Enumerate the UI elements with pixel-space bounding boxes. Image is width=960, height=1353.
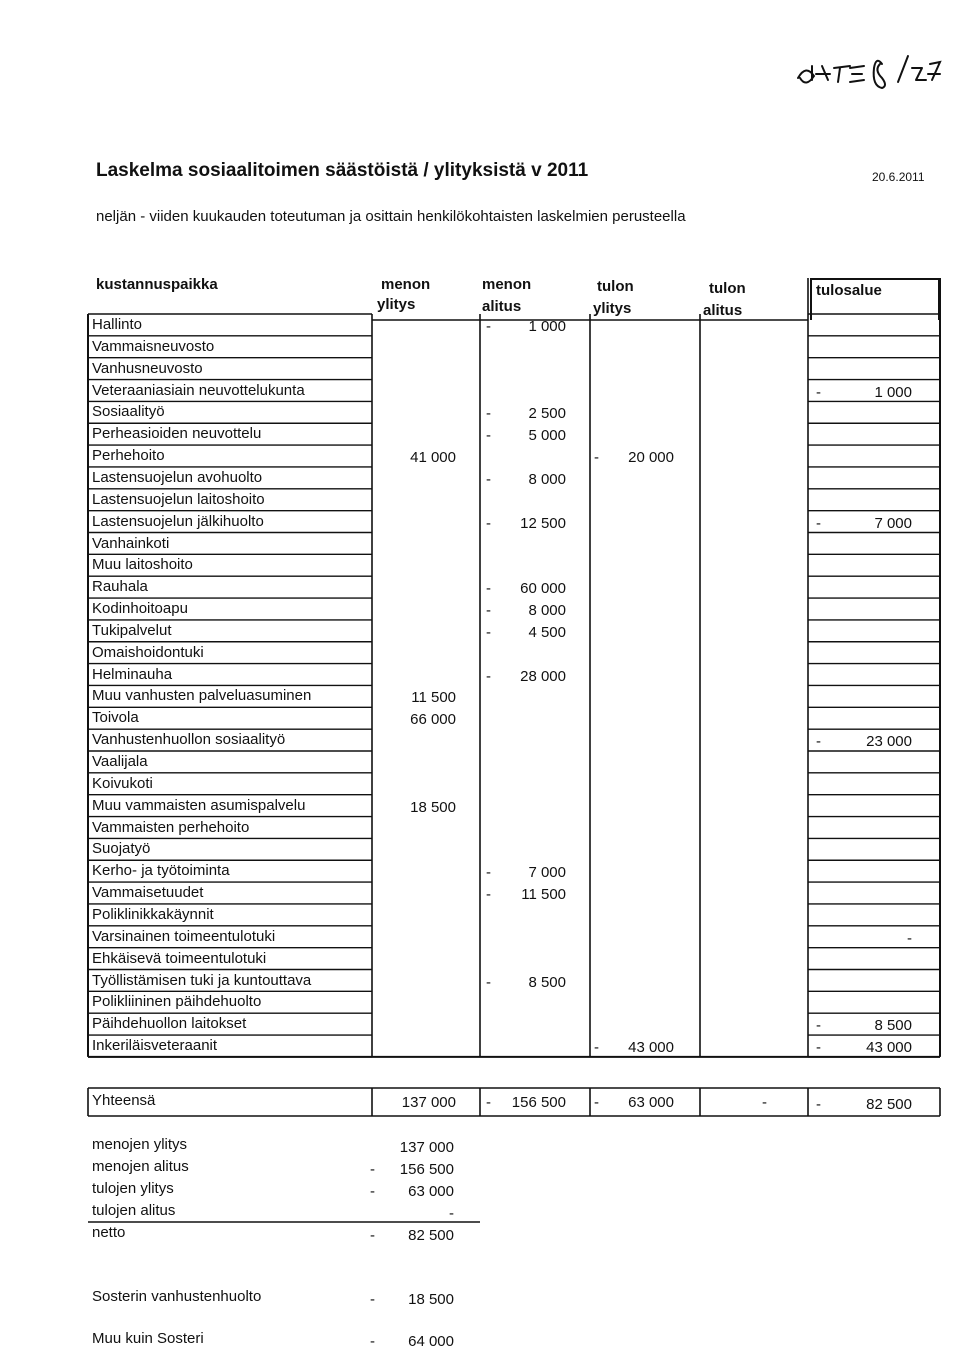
column-header-ylitys-3: ylitys: [593, 300, 632, 317]
total-menon-ylitys: 137 000: [401, 1094, 456, 1111]
minus-sign: -: [486, 623, 491, 641]
row-value-c1: 66 000: [410, 711, 456, 729]
row-value-c1: 11 500: [411, 689, 456, 707]
row-value-c5: -: [907, 929, 912, 947]
summary-value: 156 500: [399, 1161, 454, 1178]
row-label: Muu laitoshoito: [92, 556, 193, 574]
row-value-c2: 2 500: [528, 405, 566, 423]
row-label: Perhehoito: [92, 447, 165, 465]
row-label: Lastensuojelun avohuolto: [92, 468, 263, 486]
total-label: Yhteensä: [92, 1092, 156, 1109]
minus-sign: -: [486, 470, 491, 488]
extra-label: Sosterin vanhustenhuolto: [92, 1288, 262, 1305]
row-label: Varsinainen toimeentulotuki: [92, 927, 276, 945]
handwritten-annotation: [790, 38, 960, 108]
row-value-c5: 43 000: [866, 1039, 912, 1057]
row-label: Vanhustenhuollon sosiaalityö: [92, 731, 286, 749]
extra-value: 18 500: [408, 1291, 454, 1308]
summary-value: -: [449, 1205, 454, 1222]
row-label: Tukipalvelut: [92, 621, 172, 639]
row-label: Veteraaniasiain neuvottelukunta: [92, 381, 305, 399]
row-value-c3: 43 000: [628, 1039, 674, 1057]
row-value-c5: 7 000: [874, 514, 912, 532]
minus-sign: -: [594, 1094, 599, 1111]
minus-sign: -: [486, 580, 491, 598]
minus-sign: -: [816, 514, 821, 532]
minus-sign: -: [816, 383, 821, 401]
row-value-c2: 8 000: [528, 602, 566, 620]
minus-sign: -: [486, 667, 491, 685]
column-header-tulon-4: tulon: [709, 280, 746, 297]
row-value-c5: 23 000: [866, 733, 912, 751]
column-header-tulon-3: tulon: [597, 278, 634, 295]
summary-label: netto: [92, 1224, 126, 1241]
column-header-kustannuspaikka: kustannuspaikka: [96, 276, 218, 293]
minus-sign: -: [370, 1227, 375, 1244]
row-value-c2: 11 500: [521, 886, 566, 904]
minus-sign: -: [594, 1039, 599, 1057]
row-label: Suojatyö: [92, 840, 151, 858]
row-label: Kerho- ja työtoiminta: [92, 862, 230, 880]
summary-value: 63 000: [408, 1183, 454, 1200]
row-value-c2: 12 500: [520, 514, 566, 532]
minus-sign: -: [486, 973, 491, 991]
total-menon-alitus: 156 500: [511, 1094, 566, 1111]
minus-sign: -: [486, 886, 491, 904]
row-label: Rauhala: [92, 578, 148, 596]
summary-value: 82 500: [408, 1227, 454, 1244]
row-label: Vanhusneuvosto: [92, 359, 203, 377]
row-label: Muu vammaisten asumispalvelu: [92, 796, 306, 814]
total-tulon-alitus: -: [762, 1094, 767, 1111]
minus-sign: -: [816, 733, 821, 751]
row-value-c2: 1 000: [528, 318, 566, 335]
row-label: Vammaisetuudet: [92, 884, 204, 902]
minus-sign: -: [816, 1017, 821, 1035]
minus-sign: -: [594, 449, 599, 467]
row-value-c3: 20 000: [628, 449, 674, 467]
row-value-c2: 7 000: [528, 864, 566, 882]
minus-sign: -: [486, 1094, 491, 1111]
row-label: Vammaisten perhehoito: [92, 818, 250, 836]
summary-label: tulojen alitus: [92, 1202, 176, 1219]
minus-sign: -: [486, 602, 491, 620]
row-label: Sosiaalityö: [92, 403, 165, 421]
column-header-menon-2: menon: [482, 276, 532, 293]
row-label: Omaishoidontuki: [92, 643, 204, 661]
row-label: Inkeriläisveteraanit: [92, 1037, 218, 1055]
minus-sign: -: [486, 405, 491, 423]
document-subtitle: neljän - viiden kuukauden toteutuman ja osittain henkilökohtaisten laskelmien perusteella: [96, 208, 686, 225]
row-value-c1: 41 000: [410, 449, 456, 467]
row-label: Toivola: [92, 709, 139, 727]
minus-sign: -: [370, 1161, 375, 1178]
row-value-c5: 1 000: [874, 383, 912, 401]
minus-sign: -: [486, 864, 491, 882]
extra-label: Muu kuin Sosteri: [92, 1330, 204, 1347]
total-tulosalue: 82 500: [866, 1096, 912, 1113]
row-label: Lastensuojelun laitoshoito: [92, 490, 265, 508]
row-value-c5: 8 500: [874, 1017, 912, 1035]
row-label: Poliklinikkakäynnit: [92, 905, 214, 923]
summary-label: tulojen ylitys: [92, 1180, 174, 1197]
row-label: Perheasioiden neuvottelu: [92, 425, 262, 443]
minus-sign: -: [370, 1333, 375, 1350]
row-label: Polikliininen päihdehuolto: [92, 993, 262, 1011]
row-label: Työllistämisen tuki ja kuntouttava: [92, 971, 312, 989]
row-value-c2: 5 000: [528, 427, 566, 445]
minus-sign: -: [370, 1183, 375, 1200]
column-header-alitus-2: alitus: [482, 298, 522, 315]
summary-label: menojen alitus: [92, 1158, 189, 1175]
minus-sign: -: [486, 514, 491, 532]
minus-sign: -: [370, 1291, 375, 1308]
row-value-c2: 60 000: [520, 580, 566, 598]
row-label: Ehkäisevä toimeentulotuki: [92, 949, 267, 967]
column-header-tulosalue: tulosalue: [810, 278, 940, 320]
row-label: Päihdehuollon laitokset: [92, 1015, 247, 1033]
row-value-c2: 8 500: [528, 973, 566, 991]
row-label: Vammaisneuvosto: [92, 337, 215, 355]
row-label: Lastensuojelun jälkihuolto: [92, 512, 264, 530]
column-header-alitus-4: alitus: [703, 302, 743, 319]
row-label: Kodinhoitoapu: [92, 600, 188, 618]
row-value-c2: 8 000: [528, 470, 566, 488]
minus-sign: -: [816, 1039, 821, 1057]
row-label: Vaalijala: [92, 753, 148, 770]
row-value-c2: 28 000: [520, 667, 566, 685]
minus-sign: -: [486, 427, 491, 445]
row-label: Helminauha: [92, 665, 173, 683]
row-label: Hallinto: [92, 316, 143, 333]
summary-label: menojen ylitys: [92, 1136, 188, 1153]
row-label: Vanhainkoti: [92, 534, 170, 552]
column-header-ylitys-1: ylitys: [377, 296, 416, 313]
minus-sign: -: [486, 318, 491, 335]
extra-value: 64 000: [408, 1333, 454, 1350]
document-date: 20.6.2011: [872, 170, 925, 184]
row-value-c1: 18 500: [410, 798, 456, 816]
row-label: Koivukoti: [92, 774, 153, 792]
document-title: Laskelma sosiaalitoimen säästöistä / ylityksistä v 2011: [96, 160, 589, 181]
column-header-menon-1: menon: [381, 276, 431, 293]
summary-value: 137 000: [399, 1139, 454, 1156]
total-tulon-ylitys: 63 000: [628, 1094, 674, 1111]
row-label: Muu vanhusten palveluasuminen: [92, 687, 312, 705]
row-value-c2: 4 500: [528, 623, 566, 641]
minus-sign: -: [816, 1096, 821, 1113]
